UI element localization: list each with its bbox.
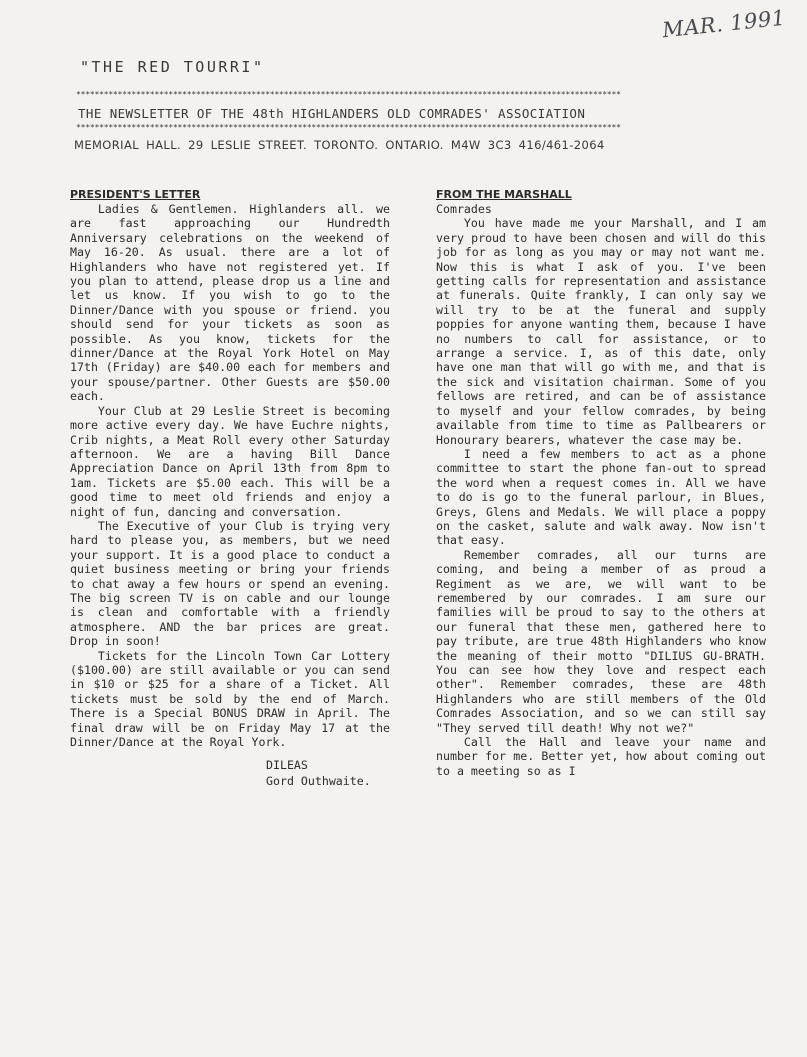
presidents-letter-paragraph: Your Club at 29 Leslie Street is becoming more active every day. We have Euchre nights, Crib nights, a Meat Roll every other Saturday afternoon. We are a having Bill Dance Appreciation Dance on April 13th from 8pm to 1am. Tickets are $5.00 each. This will be a good time to meet old friends and enjoy a night of fun, dancing and conversation.	[70, 403, 390, 519]
marshall-paragraph: Remember comrades, all our turns are coming, and being a member of as proud a Regiment as we are, we will want to be remembered by our comrades. I am sure our families will be proud to say to the others at our funeral that these men, gathered here to pay tribute, are true 48th Highlanders who know the meaning of their motto "DILIUS GU-BRATH. You can see how they love and respect each other". Remember comrades, these are 48th Highlanders who are still members of the Old Comrades Association, and so we can still say "They served till death! Why not we?"	[436, 547, 766, 735]
marshall-paragraph: You have made me your Marshall, and I am very proud to have been chosen and will do this job for as long as you may or may not want me. Now this is what I ask of you. I've been getting calls for representation and assistance at funerals. Quite frankly, I can only say we will try to be at the funeral and supply poppies for anyone wanting them, because I have no numbers to call for assistance, or to arrange a service. I, as of this date, only have one man that will go with me, and that is the sick and visitation chairman. Some of you fellows are retired, and can be of assistance to myself and your fellow comrades, by being available from time to time as Pallbearers or Honourary bearers, whatever the case may be.	[436, 216, 766, 447]
newsletter-title: "THE RED TOURRI"	[80, 58, 265, 76]
handwritten-date: MAR. 1991	[661, 5, 787, 43]
marshall-column	[436, 188, 766, 778]
presidents-letter-column	[70, 188, 390, 789]
marshall-paragraph: Call the Hall and leave your name and number for me. Better yet, how about coming out to a meeting so as I	[436, 735, 766, 778]
marshall-salutation: Comrades	[436, 202, 492, 216]
marshall-heading: FROM THE MARSHALL	[436, 188, 572, 201]
marshall-paragraph: I need a few members to act as a phone committee to start the phone fan-out to spread the word when a request comes in. All we have to do is go to the funeral parlour, in Blues, Greys, Glens and Medals. We will place a poppy on the casket, salute and walk away. Now isn't that easy.	[436, 446, 766, 548]
presidents-letter-paragraph: Tickets for the Lincoln Town Car Lottery ($100.00) are still available or you can send in $10 or $25 for a share of a Ticket. All tickets must be sold by the end of March. There is a Special BONUS DRAW in April. The final draw will be on Friday May 17 at the Dinner/Dance at the Royal York.	[70, 648, 390, 750]
signature-name: Gord Outhwaite.	[266, 774, 371, 789]
presidents-letter-heading: PRESIDENT'S LETTER	[70, 188, 201, 201]
star-divider-top: **********************************************************************************************************************	[76, 91, 621, 99]
signature-motto: DILEAS	[266, 758, 308, 773]
presidents-letter-paragraph: Ladies & Gentlemen. Highlanders all. we are fast approaching our Hundredth Anniversary celebrations on the weekend of May 16-20. As usual. there are a lot of Highlanders who have not registered yet. If you plan to attend, please drop us a line and let us know. If you wish to go to the Dinner/Dance with you spouse or friend. you should send for your tickets as soon as possible. As you know, tickets for the dinner/Dance at the Royal York Hotel on May 17th (Friday) are $40.00 each for members and your spouse/partner. Other Guests are $50.00 each.	[70, 202, 390, 404]
newsletter-subtitle: THE NEWSLETTER OF THE 48th HIGHLANDERS OLD COMRADES' ASSOCIATION	[78, 106, 586, 121]
presidents-letter-paragraph: The Executive of your Club is trying very hard to please you, as members, but we need your support. It is a good place to conduct a quiet business meeting or bring your friends to chat away a few hours or spend an evening. The big screen TV is on cable and our lounge is clean and comfortable with a friendly atmosphere. AND the bar prices are great. Drop in soon!	[70, 518, 390, 649]
signature-block	[70, 757, 390, 789]
address-line: MEMORIAL HALL. 29 LESLIE STREET. TORONTO. ONTARIO. M4W 3C3 416/461-2064	[74, 138, 605, 152]
star-divider-bottom: **********************************************************************************************************************	[76, 124, 621, 132]
